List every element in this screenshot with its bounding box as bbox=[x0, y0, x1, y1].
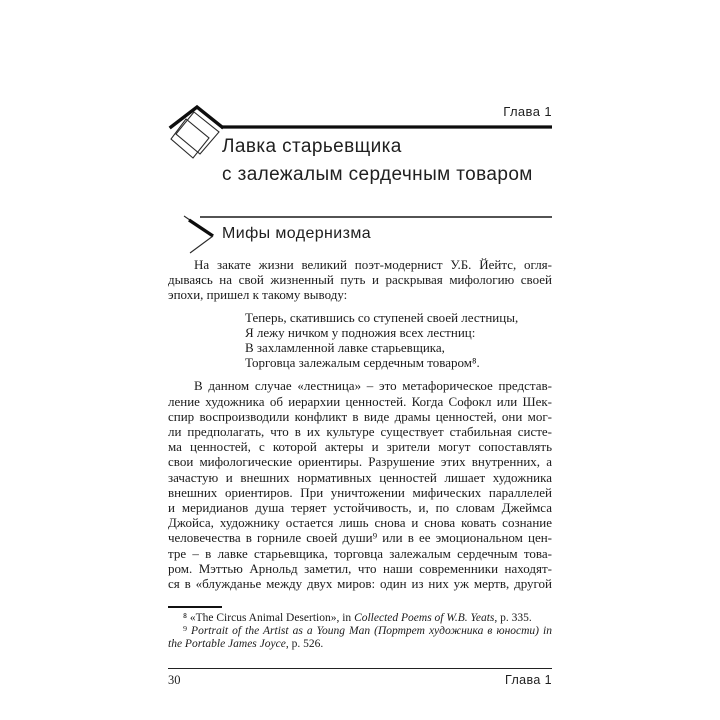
text-line: На закате жизни великий поэт-модернист У.Б. Йейтс, огля- bbox=[194, 257, 552, 272]
footer-chapter-label: Глава 1 bbox=[505, 673, 552, 687]
text-line: ление художника об иерархии ценностей. Когда Софокл или Шек- bbox=[168, 393, 552, 409]
footnotes-block bbox=[168, 606, 552, 652]
text-line: спир воспроизводили конфликт в виде драмы ценностей, они мог- bbox=[168, 408, 552, 424]
footnote bbox=[168, 625, 552, 651]
page-footer bbox=[168, 668, 552, 688]
text-line: человечества в горниле своей души⁹ или в ее эмоциональном цен- bbox=[168, 530, 552, 546]
text-line: Я лежу ничком у подножия всех лестниц: bbox=[245, 324, 476, 340]
text-line: эпохи, пришел к такому выводу: bbox=[168, 287, 348, 303]
text-line: ма ценностей, с которой актеры и зрители могут сопоставлять bbox=[168, 439, 552, 455]
body-text bbox=[168, 257, 552, 591]
text-line: ром. Мэттью Арнольд заметил, что наши современники находят- bbox=[168, 560, 552, 576]
text-line: В данном случае «лестница» – это метафорическое представ- bbox=[194, 378, 552, 394]
chapter-title-line1: Лавка старьевщика bbox=[222, 136, 402, 157]
text-line: В захламленной лавке старьевщика, bbox=[245, 340, 445, 356]
chapter-title bbox=[222, 133, 533, 189]
text-line: и меридианов душа теряет устойчивость, и, по словам Джеймса bbox=[168, 500, 552, 516]
section-heading: Мифы модернизма bbox=[222, 225, 372, 242]
text-line: свои мифологические ориентиры. Разрушение этих внутренних, а bbox=[168, 454, 552, 470]
text-line: зачастую и внешних нормативных ценностей лишает художника bbox=[168, 469, 552, 485]
text-line: внешних ориентиров. При уничтожении мифических параллелей bbox=[168, 484, 552, 500]
chapter-title-line2: с залежалым сердечным товаром bbox=[222, 164, 533, 185]
footnote-text: ⁹ bbox=[183, 625, 192, 638]
footnote-separator-rule bbox=[168, 606, 222, 608]
footnote-text: ⁸ «The Circus Animal Desertion», in bbox=[183, 612, 355, 624]
footnote bbox=[168, 612, 552, 625]
text-line: тре – в лавке старьевщика, торговца залежалым сердечным това- bbox=[168, 545, 552, 561]
text-line: Торговца залежалым сердечным товаром⁸. bbox=[245, 355, 480, 371]
text-line: Джойса, художнику остается лишь снова и снова ковать сознание bbox=[168, 515, 552, 531]
footnote-list bbox=[168, 612, 552, 652]
running-head-chapter-label: Глава 1 bbox=[503, 104, 552, 119]
text-line: Теперь, скатившись со ступеней своей лестницы, bbox=[245, 309, 519, 325]
paragraph bbox=[168, 378, 552, 591]
text-line: ли предполагать, что в их культуре существует стабильная систе- bbox=[168, 424, 552, 440]
page-number: 30 bbox=[168, 673, 181, 687]
footnote-text: , p. 526. bbox=[285, 638, 324, 651]
poem-quote bbox=[245, 310, 552, 371]
footnote-title-italic: Collected Poems of W.B. Yeats bbox=[354, 612, 495, 624]
footnote-title-italic: Portrait of the Artist as a Young Man (Портрет художника в юности) in the Portable James Joyce bbox=[168, 625, 552, 651]
text-line: дываясь на свой жизненный путь и раскрывая мифологию своей bbox=[168, 272, 552, 288]
paragraph bbox=[168, 257, 552, 303]
footnote-text: , p. 335. bbox=[494, 612, 532, 624]
text-line: ся в «блужданье между двух миров: один из них уж мертв, другой bbox=[168, 576, 552, 592]
